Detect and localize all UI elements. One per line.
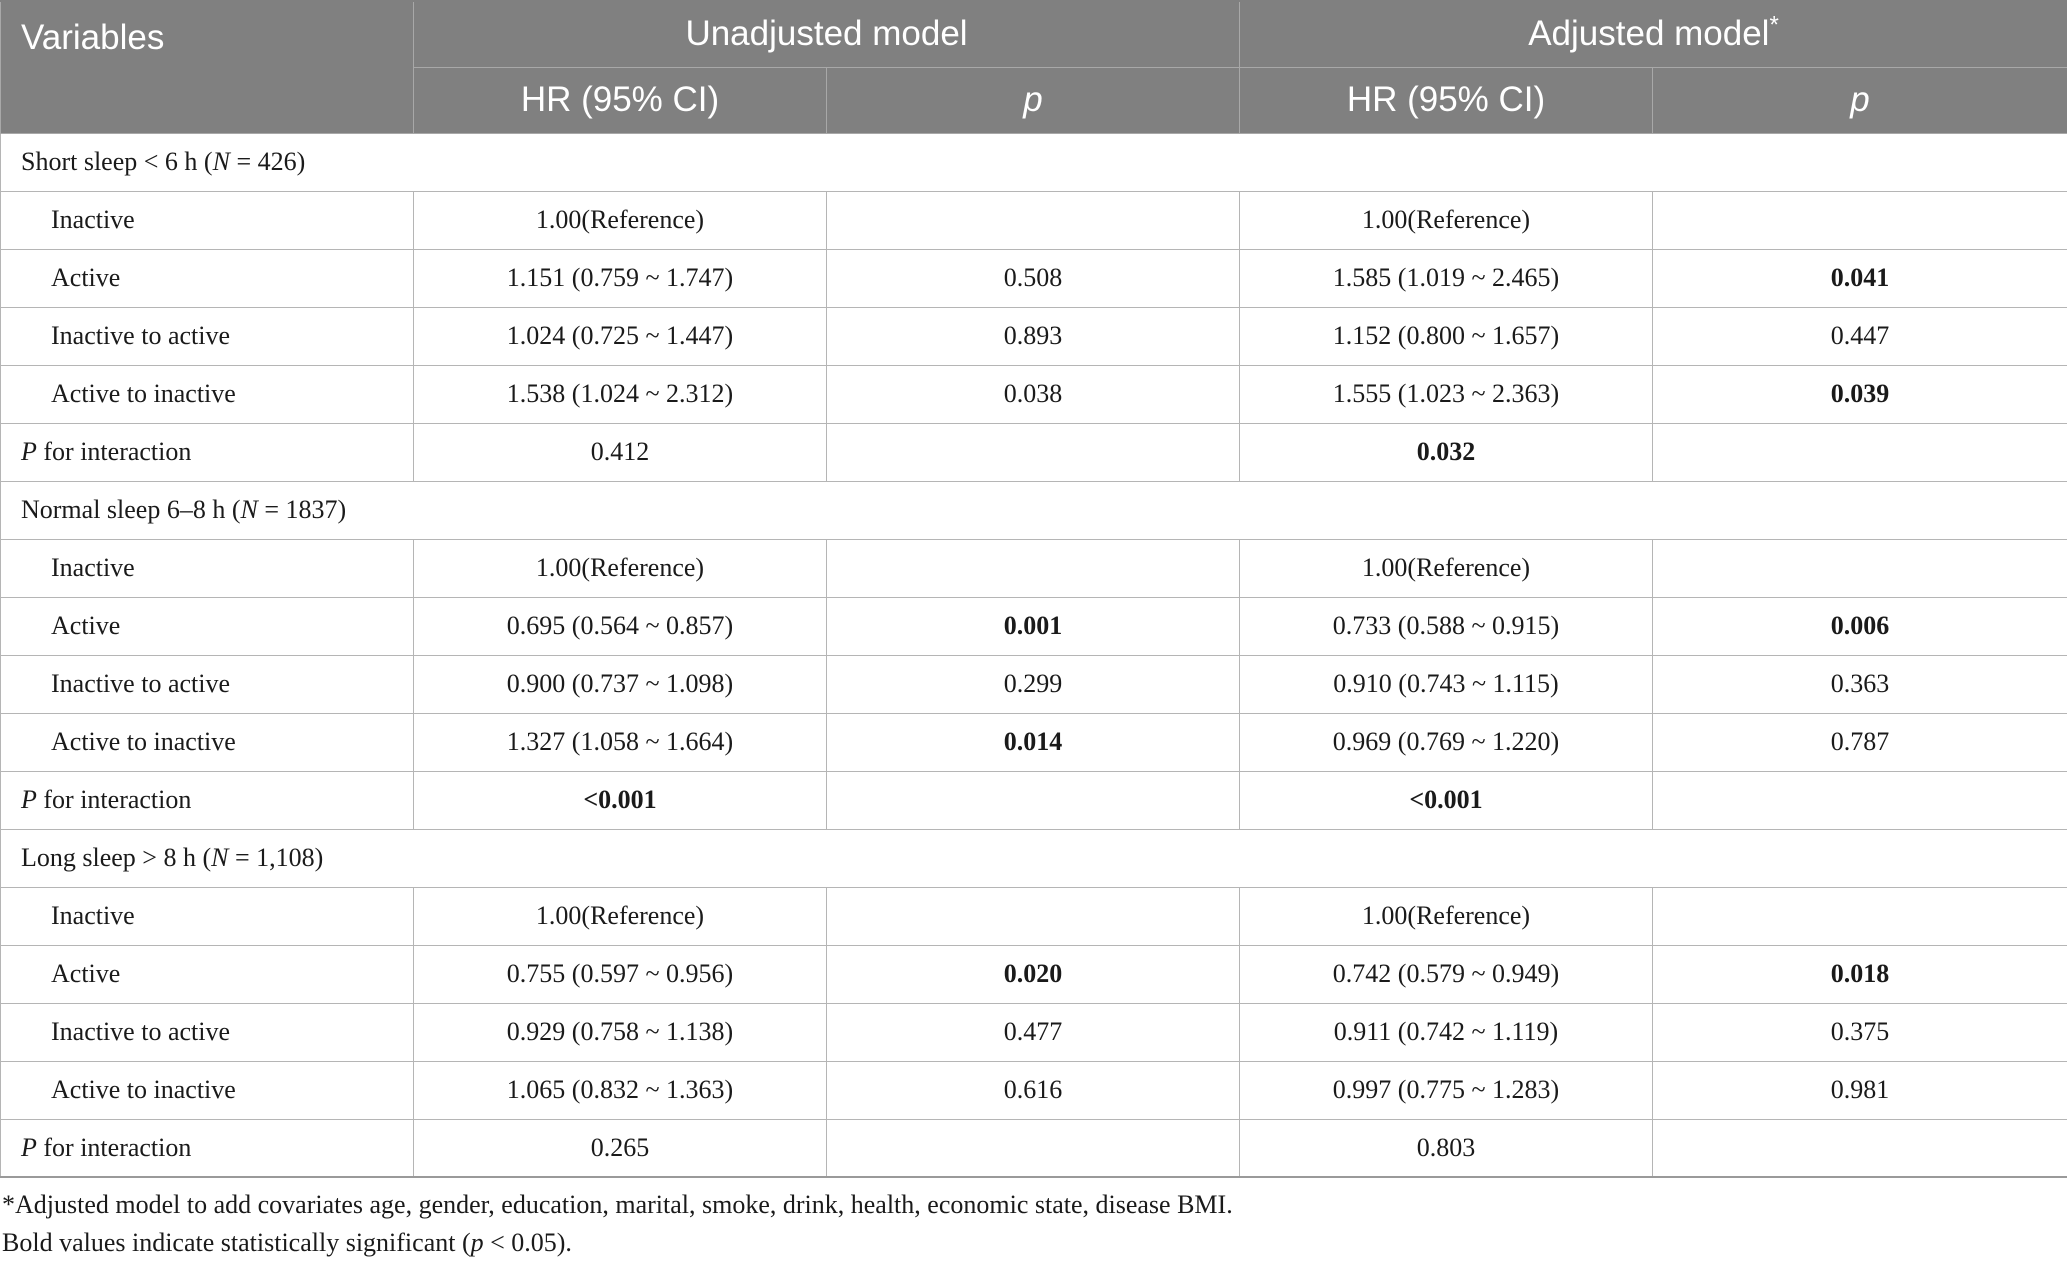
- group-title-n-symbol: N: [211, 843, 229, 872]
- group-title: [1, 481, 2067, 539]
- footnote-bold-p-symbol: p: [470, 1228, 484, 1257]
- interaction-adjusted-value-text: 0.803: [1416, 1132, 1476, 1162]
- adjusted-hr-cell: [1240, 597, 1653, 655]
- group-row: [1, 481, 2067, 539]
- adjusted-p-cell: [1653, 887, 2067, 945]
- unadjusted-p-cell: [827, 597, 1240, 655]
- unadjusted-hr-cell-text: 0.929 (0.758 ~ 1.138): [506, 1017, 734, 1046]
- row-label: [1, 539, 414, 597]
- interaction-adjusted-value: [1240, 423, 1653, 481]
- unadjusted-hr-cell-text: 1.00(Reference): [535, 901, 705, 930]
- row-label-text: Active: [51, 611, 121, 640]
- adjusted-p-cell: [1653, 655, 2067, 713]
- adjusted-hr-cell-text: 1.00(Reference): [1361, 205, 1531, 234]
- row-label: [1, 191, 414, 249]
- adjusted-p-cell-text: 0.363: [1830, 669, 1890, 698]
- unadjusted-hr-cell-text: 1.538 (1.024 ~ 2.312): [506, 379, 734, 408]
- group-title-n-value: = 426): [229, 147, 306, 176]
- group-row: [1, 829, 2067, 887]
- interaction-unadjusted-value-text: 0.412: [590, 437, 650, 466]
- interaction-unadjusted-value: [414, 423, 827, 481]
- adjusted-hr-cell-text: 0.911 (0.742 ~ 1.119): [1333, 1017, 1559, 1046]
- unadjusted-p-cell: [827, 655, 1240, 713]
- row-label-text: Active to inactive: [51, 1075, 236, 1104]
- row-label: [1, 945, 414, 1003]
- group-title-n-symbol: N: [240, 495, 258, 524]
- group-row: [1, 133, 2067, 191]
- unadjusted-p-cell: [827, 1061, 1240, 1119]
- adjusted-p-cell: [1653, 945, 2067, 1003]
- table-row: [1, 307, 2067, 365]
- header-adjusted-footnote-mark: *: [1769, 11, 1779, 39]
- adjusted-hr-cell: [1240, 887, 1653, 945]
- unadjusted-hr-cell: [414, 1003, 827, 1061]
- row-label: [1, 655, 414, 713]
- unadjusted-hr-cell: [414, 539, 827, 597]
- unadjusted-hr-cell: [414, 945, 827, 1003]
- header-unadjusted-hr: HR (95% CI): [414, 67, 827, 133]
- adjusted-hr-cell-text: 0.742 (0.579 ~ 0.949): [1332, 959, 1560, 988]
- interaction-adjusted-value-text: 0.032: [1416, 437, 1476, 466]
- adjusted-hr-cell: [1240, 539, 1653, 597]
- row-label: [1, 1003, 414, 1061]
- interaction-label: [1, 423, 414, 481]
- unadjusted-hr-cell-text: 1.151 (0.759 ~ 1.747): [506, 263, 734, 292]
- adjusted-hr-cell-text: 0.997 (0.775 ~ 1.283): [1332, 1075, 1560, 1104]
- row-label-text: Inactive to active: [51, 1017, 231, 1046]
- interaction-row: [1, 771, 2067, 829]
- adjusted-p-cell: [1653, 539, 2067, 597]
- interaction-row: [1, 423, 2067, 481]
- row-label-text: Inactive: [51, 901, 135, 930]
- row-label-text: Active to inactive: [51, 727, 236, 756]
- group-title-text: Normal sleep 6–8 h (: [21, 495, 241, 524]
- interaction-adjusted-p-empty: [1653, 771, 2067, 829]
- row-label-text: Active: [51, 263, 121, 292]
- unadjusted-p-cell: [827, 1003, 1240, 1061]
- unadjusted-p-cell: [827, 249, 1240, 307]
- adjusted-p-cell: [1653, 307, 2067, 365]
- interaction-label-text: for interaction: [36, 785, 192, 814]
- interaction-adjusted-value: [1240, 1119, 1653, 1177]
- unadjusted-p-cell-text: 0.893: [1003, 321, 1063, 350]
- row-label-text: Inactive to active: [51, 669, 231, 698]
- unadjusted-p-cell: [827, 713, 1240, 771]
- adjusted-hr-cell: [1240, 191, 1653, 249]
- interaction-unadjusted-value-text: 0.265: [590, 1132, 650, 1162]
- unadjusted-p-cell-text: 0.477: [1003, 1017, 1063, 1046]
- adjusted-hr-cell-text: 1.555 (1.023 ~ 2.363): [1332, 379, 1560, 408]
- adjusted-hr-cell: [1240, 307, 1653, 365]
- adjusted-hr-cell-text: 0.910 (0.743 ~ 1.115): [1333, 669, 1559, 698]
- header-unadjusted-model: Unadjusted model: [414, 1, 1240, 67]
- adjusted-hr-cell-text: 1.00(Reference): [1361, 553, 1531, 582]
- unadjusted-p-cell-text: 0.038: [1003, 379, 1063, 408]
- table-row: [1, 191, 2067, 249]
- unadjusted-hr-cell-text: 0.695 (0.564 ~ 0.857): [506, 611, 734, 640]
- row-label: [1, 887, 414, 945]
- header-unadjusted-p: p: [827, 67, 1240, 133]
- footnote-adjusted-covariates: *Adjusted model to add covariates age, gender, education, marital, smoke, drink, health, economic state, disease BMI.: [2, 1190, 1233, 1219]
- row-label: [1, 249, 414, 307]
- row-label: [1, 713, 414, 771]
- table-row: [1, 713, 2067, 771]
- adjusted-p-cell: [1653, 713, 2067, 771]
- group-title-n-value: = 1,108): [228, 843, 324, 872]
- row-label-text: Active: [51, 959, 121, 988]
- adjusted-hr-cell: [1240, 1061, 1653, 1119]
- unadjusted-hr-cell-text: 1.327 (1.058 ~ 1.664): [506, 727, 734, 756]
- group-title-n-symbol: N: [212, 147, 230, 176]
- table-body: [1, 133, 2067, 1177]
- adjusted-p-cell: [1653, 1003, 2067, 1061]
- unadjusted-p-cell-text: 0.616: [1003, 1075, 1063, 1104]
- table-row: [1, 1003, 2067, 1061]
- adjusted-p-cell: [1653, 191, 2067, 249]
- table-row: [1, 249, 2067, 307]
- interaction-unadjusted-p-empty: [827, 423, 1240, 481]
- adjusted-p-cell: [1653, 597, 2067, 655]
- unadjusted-p-cell: [827, 365, 1240, 423]
- adjusted-p-cell-text: 0.375: [1830, 1017, 1890, 1046]
- interaction-unadjusted-value-text: <0.001: [583, 785, 657, 814]
- unadjusted-hr-cell-text: 0.755 (0.597 ~ 0.956): [506, 959, 734, 988]
- adjusted-p-cell: [1653, 1061, 2067, 1119]
- adjusted-p-cell-text: 0.039: [1830, 379, 1890, 408]
- adjusted-hr-cell-text: 1.585 (1.019 ~ 2.465): [1332, 263, 1560, 292]
- interaction-adjusted-p-empty: [1653, 423, 2067, 481]
- table-row: [1, 887, 2067, 945]
- adjusted-p-cell-text: 0.006: [1830, 611, 1890, 640]
- unadjusted-p-cell-text: 0.299: [1003, 669, 1063, 698]
- interaction-label-text: for interaction: [36, 1132, 192, 1162]
- header-adjusted-p: p: [1653, 67, 2067, 133]
- unadjusted-hr-cell-text: 1.065 (0.832 ~ 1.363): [506, 1075, 734, 1104]
- adjusted-hr-cell: [1240, 655, 1653, 713]
- interaction-p-symbol: P: [21, 1132, 37, 1162]
- unadjusted-p-cell-text: 0.014: [1003, 727, 1063, 756]
- group-title: [1, 829, 2067, 887]
- unadjusted-hr-cell-text: 0.900 (0.737 ~ 1.098): [506, 669, 734, 698]
- unadjusted-p-cell: [827, 307, 1240, 365]
- table-row: [1, 1061, 2067, 1119]
- interaction-row: [1, 1119, 2067, 1177]
- table-row: [1, 365, 2067, 423]
- row-label-text: Inactive: [51, 553, 135, 582]
- unadjusted-p-cell-text: 0.508: [1003, 263, 1063, 292]
- interaction-unadjusted-value: [414, 771, 827, 829]
- interaction-label-text: for interaction: [36, 437, 192, 466]
- header-adjusted-label: Adjusted model: [1528, 14, 1770, 54]
- row-label-text: Inactive to active: [51, 321, 231, 350]
- group-title-text: Short sleep < 6 h (: [21, 147, 213, 176]
- adjusted-p-cell: [1653, 249, 2067, 307]
- adjusted-p-cell-text: 0.787: [1830, 727, 1890, 756]
- unadjusted-hr-cell: [414, 249, 827, 307]
- adjusted-hr-cell-text: 0.969 (0.769 ~ 1.220): [1332, 727, 1560, 756]
- table-row: [1, 655, 2067, 713]
- unadjusted-hr-cell: [414, 887, 827, 945]
- footnote-bold-text-a: Bold values indicate statistically significant (: [2, 1228, 471, 1257]
- adjusted-hr-cell: [1240, 945, 1653, 1003]
- row-label-text: Active to inactive: [51, 379, 236, 408]
- row-label: [1, 1061, 414, 1119]
- row-label: [1, 365, 414, 423]
- adjusted-p-cell-text: 0.041: [1830, 263, 1890, 292]
- unadjusted-p-cell: [827, 945, 1240, 1003]
- adjusted-p-cell-text: 0.981: [1830, 1075, 1890, 1104]
- adjusted-p-cell-text: 0.018: [1830, 959, 1890, 988]
- interaction-adjusted-p-empty: [1653, 1119, 2067, 1177]
- unadjusted-p-cell-text: 0.020: [1003, 959, 1063, 988]
- unadjusted-hr-cell: [414, 307, 827, 365]
- table-row: [1, 539, 2067, 597]
- group-title-n-value: = 1837): [257, 495, 347, 524]
- table-row: [1, 945, 2067, 1003]
- row-label: [1, 597, 414, 655]
- adjusted-hr-cell-text: 1.152 (0.800 ~ 1.657): [1332, 321, 1560, 350]
- footnote-bold-significance: [0, 1224, 2067, 1262]
- unadjusted-hr-cell: [414, 713, 827, 771]
- unadjusted-p-cell: [827, 887, 1240, 945]
- unadjusted-hr-cell: [414, 191, 827, 249]
- unadjusted-hr-cell: [414, 1061, 827, 1119]
- adjusted-p-cell-text: 0.447: [1830, 321, 1890, 350]
- unadjusted-hr-cell-text: 1.024 (0.725 ~ 1.447): [506, 321, 734, 350]
- unadjusted-hr-cell: [414, 597, 827, 655]
- interaction-label: [1, 771, 414, 829]
- adjusted-p-cell: [1653, 365, 2067, 423]
- interaction-unadjusted-p-empty: [827, 1119, 1240, 1177]
- header-adjusted-model: [1240, 1, 2067, 67]
- group-title: [1, 133, 2067, 191]
- interaction-adjusted-value: [1240, 771, 1653, 829]
- adjusted-hr-cell-text: 0.733 (0.588 ~ 0.915): [1332, 611, 1560, 640]
- unadjusted-p-cell: [827, 539, 1240, 597]
- unadjusted-p-cell: [827, 191, 1240, 249]
- table-header: [1, 1, 2067, 133]
- adjusted-hr-cell-text: 1.00(Reference): [1361, 901, 1531, 930]
- unadjusted-hr-cell-text: 1.00(Reference): [535, 553, 705, 582]
- interaction-p-symbol: P: [21, 437, 37, 466]
- group-title-text: Long sleep > 8 h (: [21, 843, 212, 872]
- adjusted-hr-cell: [1240, 365, 1653, 423]
- table-row: [1, 597, 2067, 655]
- row-label: [1, 307, 414, 365]
- row-label-text: Inactive: [51, 205, 135, 234]
- unadjusted-hr-cell: [414, 365, 827, 423]
- interaction-unadjusted-value: [414, 1119, 827, 1177]
- header-variables: Variables: [1, 1, 414, 133]
- interaction-p-symbol: P: [21, 785, 37, 814]
- adjusted-hr-cell: [1240, 1003, 1653, 1061]
- unadjusted-p-cell-text: 0.001: [1003, 611, 1063, 640]
- unadjusted-hr-cell: [414, 655, 827, 713]
- unadjusted-hr-cell-text: 1.00(Reference): [535, 205, 705, 234]
- adjusted-hr-cell: [1240, 249, 1653, 307]
- adjusted-hr-cell: [1240, 713, 1653, 771]
- interaction-adjusted-value-text: <0.001: [1409, 785, 1483, 814]
- header-adjusted-hr: HR (95% CI): [1240, 67, 1653, 133]
- footnote-bold-text-b: < 0.05).: [483, 1228, 572, 1257]
- interaction-unadjusted-p-empty: [827, 771, 1240, 829]
- interaction-label: [1, 1119, 414, 1177]
